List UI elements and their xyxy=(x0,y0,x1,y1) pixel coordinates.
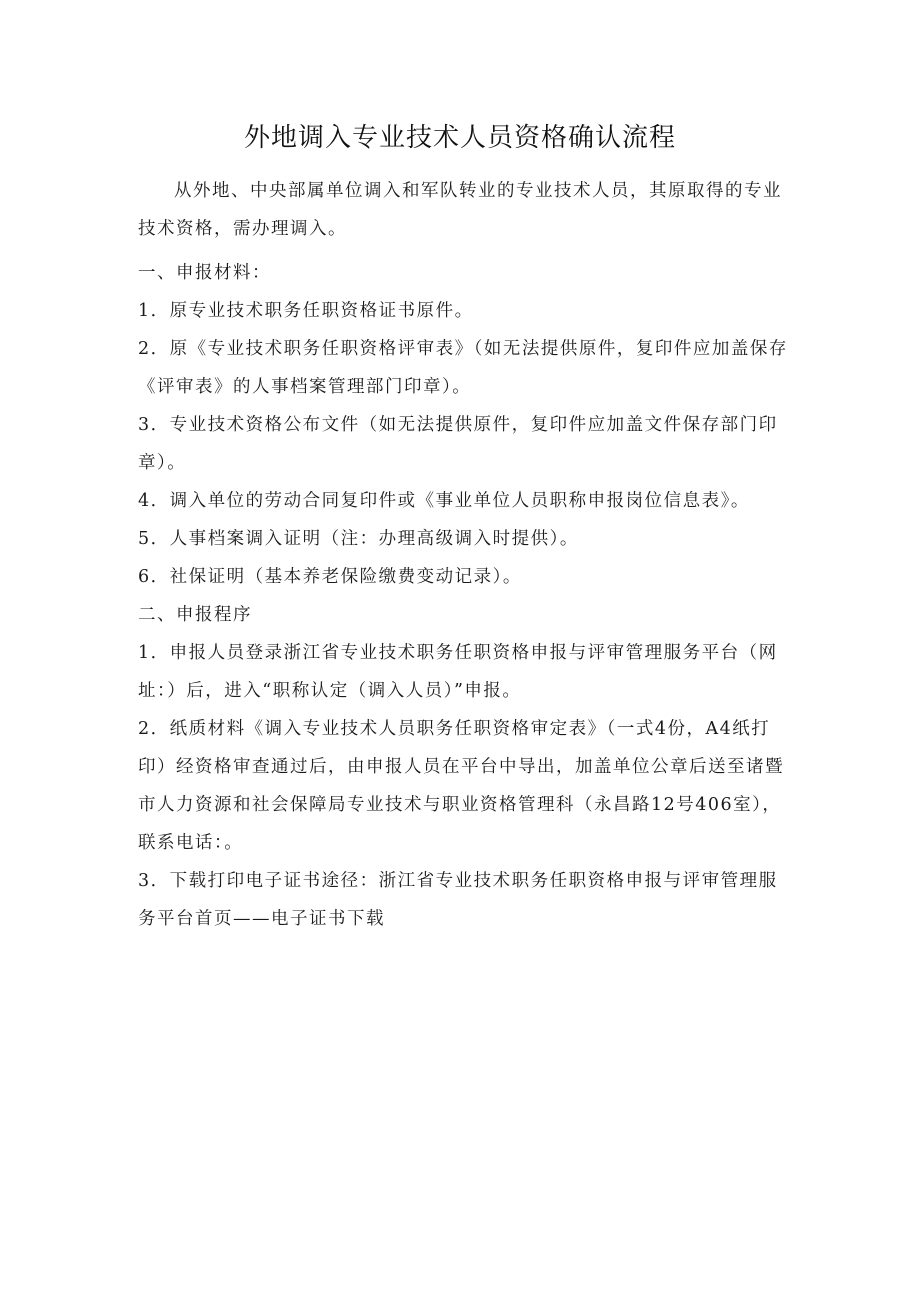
materials-item-6: 6．社保证明（基本养老保险缴费变动记录）。 xyxy=(138,567,522,587)
materials-item-4: 4．调入单位的劳动合同复印件或《事业单位人员职称申报岗位信息表》。 xyxy=(138,491,750,511)
document-body xyxy=(138,172,788,938)
procedure-item-2: 2．纸质材料《调入专业技术人员职务任职资格审定表》（一式4份，A4纸打印）经资格审查通过后，由申报人员在平台中导出，加盖单位公章后送至诸暨市人力资源和社会保障局专业技术与职业资格管理科（永昌路12号406室），联系电话：。 xyxy=(138,719,784,853)
procedure-item-3: 3．下载打印电子证书途径：浙江省专业技术职务任职资格申报与评审管理服务平台首页——电子证书下载 xyxy=(138,871,778,929)
intro-paragraph: 从外地、中央部属单位调入和军队转业的专业技术人员，其原取得的专业技术资格，需办理调入。 xyxy=(138,181,782,239)
materials-item-2: 2．原《专业技术职务任职资格评审表》（如无法提供原件，复印件应加盖保存《评审表》的人事档案管理部门印章）。 xyxy=(138,339,788,397)
document-title: 外地调入专业技术人员资格确认流程 xyxy=(243,123,676,153)
materials-item-3: 3．专业技术资格公布文件（如无法提供原件，复印件应加盖文件保存部门印章）。 xyxy=(138,415,778,473)
section-heading-materials: 一、申报材料： xyxy=(138,263,271,283)
materials-item-5: 5．人事档案调入证明（注：办理高级调入时提供）。 xyxy=(138,529,579,549)
procedure-item-1: 1．申报人员登录浙江省专业技术职务任职资格申报与评审管理服务平台（网址：）后，进入“职称认定（调入人员）”申报。 xyxy=(138,643,778,701)
section-heading-procedure: 二、申报程序 xyxy=(138,605,252,625)
materials-item-1: 1．原专业技术职务任职资格证书原件。 xyxy=(138,301,474,321)
